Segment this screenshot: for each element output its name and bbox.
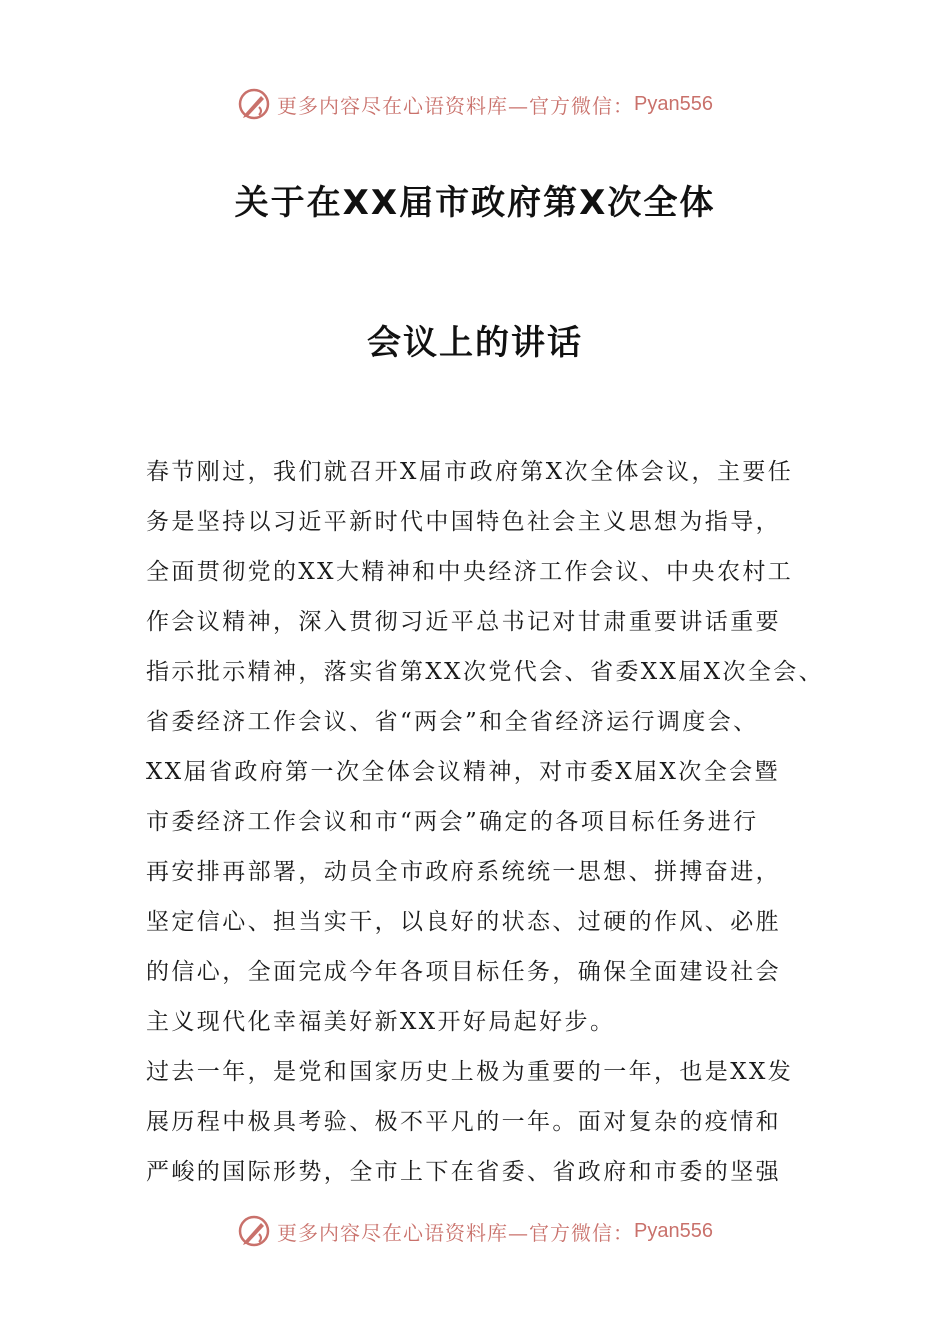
body-line: XX届省政府第一次全体会议精神，对市委X届X次全会暨 xyxy=(146,759,780,785)
body-line: 过去一年，是党和国家历史上极为重要的一年，也是XX发 xyxy=(146,1059,794,1085)
body-line: 省委经济工作会议、省“两会”和全省经济运行调度会、 xyxy=(146,709,759,735)
pen-logo-icon xyxy=(237,1214,271,1248)
body-line: 全面贯彻党的XX大精神和中央经济工作会议、中央农村工 xyxy=(146,559,794,585)
watermark-wechat-id: Pyan556 xyxy=(634,92,713,115)
watermark-header xyxy=(0,84,950,124)
body-line: 务是坚持以习近平新时代中国特色社会主义思想为指导， xyxy=(146,509,781,535)
body-line: 坚定信心、担当实干，以良好的状态、过硬的作风、必胜 xyxy=(146,909,781,935)
watermark-text: 更多内容尽在心语资料库—官方微信： xyxy=(277,93,635,118)
watermark-footer xyxy=(0,1211,950,1251)
body-line: 作会议精神，深入贯彻习近平总书记对甘肃重要讲话重要 xyxy=(146,609,781,635)
watermark-text: 更多内容尽在心语资料库—官方微信： xyxy=(277,1220,635,1245)
body-line: 严峻的国际形势，全市上下在省委、省政府和市委的坚强 xyxy=(146,1159,781,1185)
watermark-wechat-id: Pyan556 xyxy=(634,1219,713,1242)
pen-logo-icon xyxy=(237,87,271,121)
body-line: 春节刚过，我们就召开X届市政府第X次全体会议，主要任 xyxy=(146,459,794,485)
body-line: 展历程中极具考验、极不平凡的一年。面对复杂的疫情和 xyxy=(146,1109,781,1135)
body-line: 指示批示精神，落实省第XX次党代会、省委XX届X次全会、 xyxy=(146,659,825,685)
body-line: 再安排再部署，动员全市政府系统统一思想、拼搏奋进， xyxy=(146,859,781,885)
body-line: 市委经济工作会议和市“两会”确定的各项目标任务进行 xyxy=(146,809,759,835)
body-line: 主义现代化幸福美好新XX开好局起好步。 xyxy=(146,1009,616,1035)
document-title-line-1: 关于在XX届市政府第X次全体 xyxy=(234,183,716,223)
body-line: 的信心，全面完成今年各项目标任务，确保全面建设社会 xyxy=(146,959,781,985)
document-body xyxy=(146,447,826,1197)
document-title-line-2: 会议上的讲话 xyxy=(367,323,583,363)
